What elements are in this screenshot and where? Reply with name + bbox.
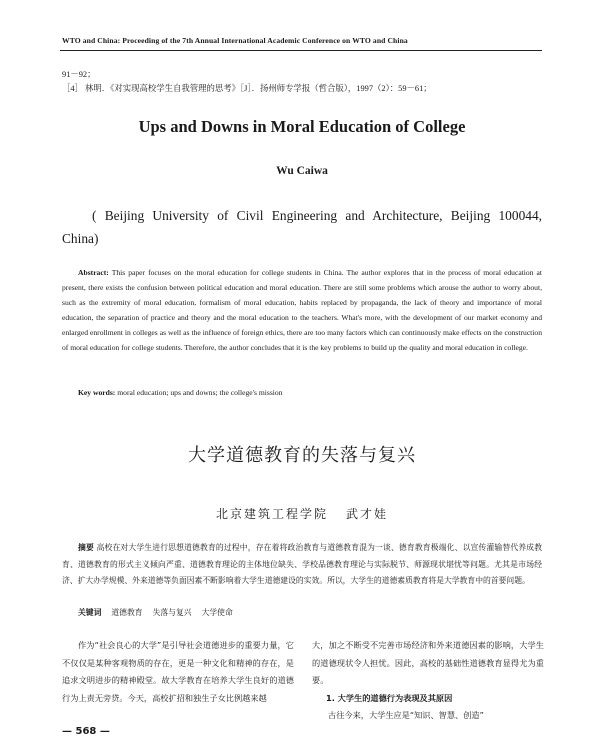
chinese-keyword: 失落与复兴 [152, 608, 192, 617]
right-column-paragraph: 大，加之不断受不完善市场经济和外来道德因素的影响，大学生的道德现状令人担忧。因此，高校的基础性道德教育显得尤为重要。 [312, 640, 544, 685]
english-keywords [78, 385, 542, 400]
chinese-abstract [62, 540, 542, 590]
chinese-institution: 北京建筑工程学院 [215, 507, 328, 521]
english-author: Wu Caiwa [276, 165, 328, 177]
chinese-author: 武才娃 [346, 507, 389, 521]
chinese-keyword: 道德教育 [111, 608, 143, 617]
chinese-keywords [78, 607, 542, 618]
header-divider [60, 50, 542, 51]
chinese-keyword: 大学使命 [201, 608, 233, 617]
running-header: WTO and China: Proceeding of the 7th Annual International Academic Conference on WTO and China [62, 36, 408, 45]
english-title: Ups and Downs in Moral Education of College [138, 117, 466, 136]
abstract-label: Abstract: [78, 268, 109, 277]
keywords-text: moral education; ups and downs; the college's mission [117, 388, 283, 397]
chinese-keywords-label: 关键词 [78, 608, 102, 617]
chinese-author-line [60, 505, 544, 522]
reference-continuation: 91－92； [62, 70, 96, 79]
section-heading: 1. 大学生的道德行为表现及其原因 [326, 692, 453, 703]
abstract-text: This paper focuses on the moral education for college students in China. The author explores that in the process of moral education at present, there exists the confusion between political education and moral education. There are still some problems which arouse the author to worry about, such as the extremity of moral education, formalism of moral education, habits replaced by propaganda, the lack of theory and importance of moral education, the separation of practice and theory and the moral education to the teachers. What's more, with the development of our market economy and enlarged enrollment in colleges as well as the influence of foreign ethics, there are too many factors which can continuously make effects on the construction of moral education for college students. Therefore, the author concludes that it is the key problems to build up the quality and moral education in college. [62, 268, 543, 352]
page-number: — 568 — [62, 726, 110, 737]
english-abstract [62, 265, 542, 355]
body-right-column [312, 637, 544, 725]
chinese-abstract-label: 摘要 [78, 543, 94, 552]
chinese-abstract-text: 高校在对大学生进行思想道德教育的过程中，存在着将政治教育与道德教育混为一谈、德育教育极端化、以宣传灌输替代养成教育、道德教育的形式主义倾向严重、道德教育理论的主体地位缺失、学校品德教育理论与实际脱节、师源现状堪忧等问题。尤其是市场经济、扩大办学规模、外来道德等负面因素不断影响着大学生道德建设的实效。所以，大学生的道德素质教育将是大学教育中的首要问题。 [62, 543, 542, 585]
chinese-title: 大学道德教育的失落与复兴 [188, 445, 416, 466]
reference-4: ［4］ 林明．《对实现高校学生自我管理的思考》［J］．扬州师专学报（哲合版），1997（2）：59－61； [62, 84, 432, 93]
body-left-column: 作为“社会良心的大学”是引导社会道德进步的重要力量，它不仅仅是某种客观物质的存在，更是一种文化和精神的存在，是追求文明进步的精神殿堂。故大学教育在培养大学生良好的道德行为上责无旁贷。今天，高校扩招和独生子女比例越来越 [62, 640, 294, 703]
keywords-label: Key words: [78, 388, 116, 397]
english-affiliation: ( Beijing University of Civil Engineering and Architecture, Beijing 100044, China) [62, 208, 542, 246]
right-column-paragraph-start: 古往今来，大学生应是“知识、智慧、创造” [328, 710, 484, 720]
